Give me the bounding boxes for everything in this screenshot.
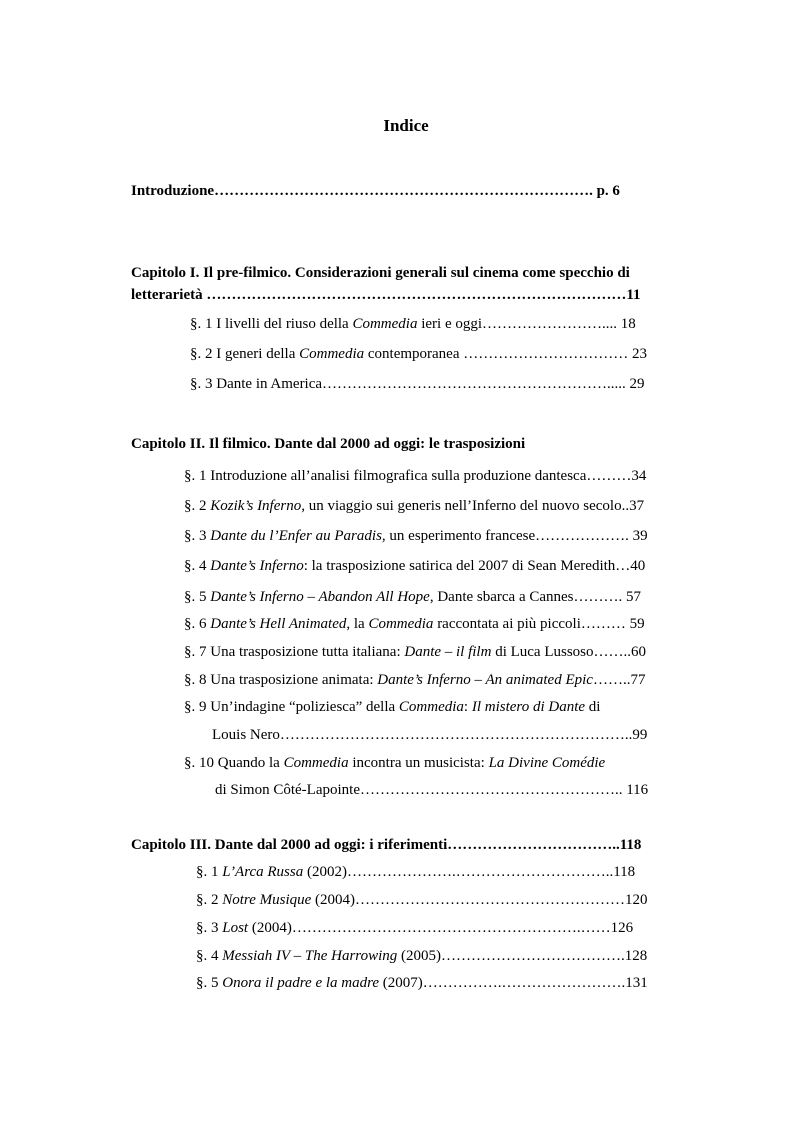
toc-entry-2-5: §. 5 Dante’s Inferno – Abandon All Hope, Dante sbarca a Cannes………. 57 — [184, 589, 642, 605]
toc-entry-2-2: §. 2 Kozik’s Inferno, un viaggio sui generis nell’Inferno del nuovo secolo..37 — [184, 498, 645, 514]
toc-entry-2-8: §. 8 Una trasposizione animata: Dante’s Inferno – An animated Epic……..77 — [184, 672, 646, 688]
toc-entry-2-6: §. 6 Dante’s Hell Animated, la Commedia raccontata ai più piccoli……… 59 — [184, 616, 645, 632]
toc-entry-1-2: §. 2 I generi della Commedia contemporanea …………………………… 23 — [190, 346, 647, 362]
toc-entry-1-1: §. 1 I livelli del riuso della Commedia ieri e oggi…………………….... 18 — [190, 316, 636, 332]
chapter1-heading-line2: letterarietà …………………………………………………………………………11 — [131, 287, 641, 303]
toc-entry-2-9-continued: Louis Nero……………………………………………………………..99 — [212, 727, 648, 743]
chapter1-heading-line1: Capitolo I. Il pre-filmico. Considerazioni generali sul cinema come specchio di — [131, 265, 630, 281]
toc-entry-2-3: §. 3 Dante du l’Enfer au Paradis, un esperimento francese………………. 39 — [184, 528, 648, 544]
toc-entry-2-7: §. 7 Una trasposizione tutta italiana: Dante – il film di Luca Lussoso……..60 — [184, 644, 647, 660]
toc-entry-2-4: §. 4 Dante’s Inferno: la trasposizione satirica del 2007 di Sean Meredith…40 — [184, 558, 646, 574]
toc-entry-2-1: §. 1 Introduzione all’analisi filmografica sulla produzione dantesca………34 — [184, 468, 647, 484]
chapter3-heading: Capitolo III. Dante dal 2000 ad oggi: i riferimenti……………………………..118 — [131, 837, 642, 853]
toc-entry-2-10: §. 10 Quando la Commedia incontra un musicista: La Divine Comédie — [184, 755, 606, 771]
toc-entry-3-5: §. 5 Onora il padre e la madre (2007)…………….…………………….131 — [196, 975, 648, 991]
toc-entry-3-1: §. 1 L’Arca Russa (2002)………………….…………………………..118 — [196, 864, 636, 880]
toc-entry-3-3: §. 3 Lost (2004)………………………………………………….……126 — [196, 920, 634, 936]
toc-entry-2-9: §. 9 Un’indagine “poliziesca” della Commedia: Il mistero di Dante di — [184, 699, 601, 715]
chapter2-heading: Capitolo II. Il filmico. Dante dal 2000 ad oggi: le trasposizioni — [131, 436, 526, 452]
toc-entry-1-3: §. 3 Dante in America…………………………………………………..... 29 — [190, 376, 645, 392]
toc-entry-2-10-continued: di Simon Côté-Lapointe…………………………………………….. 116 — [215, 782, 649, 798]
toc-entry-3-2: §. 2 Notre Musique (2004)………………………………………………120 — [196, 892, 648, 908]
toc-introduction: Introduzione…………………………………………………………………. p. 6 — [131, 183, 620, 199]
toc-entry-3-4: §. 4 Messiah IV – The Harrowing (2005)……………………………….128 — [196, 948, 648, 964]
page-title: Indice — [383, 116, 429, 135]
